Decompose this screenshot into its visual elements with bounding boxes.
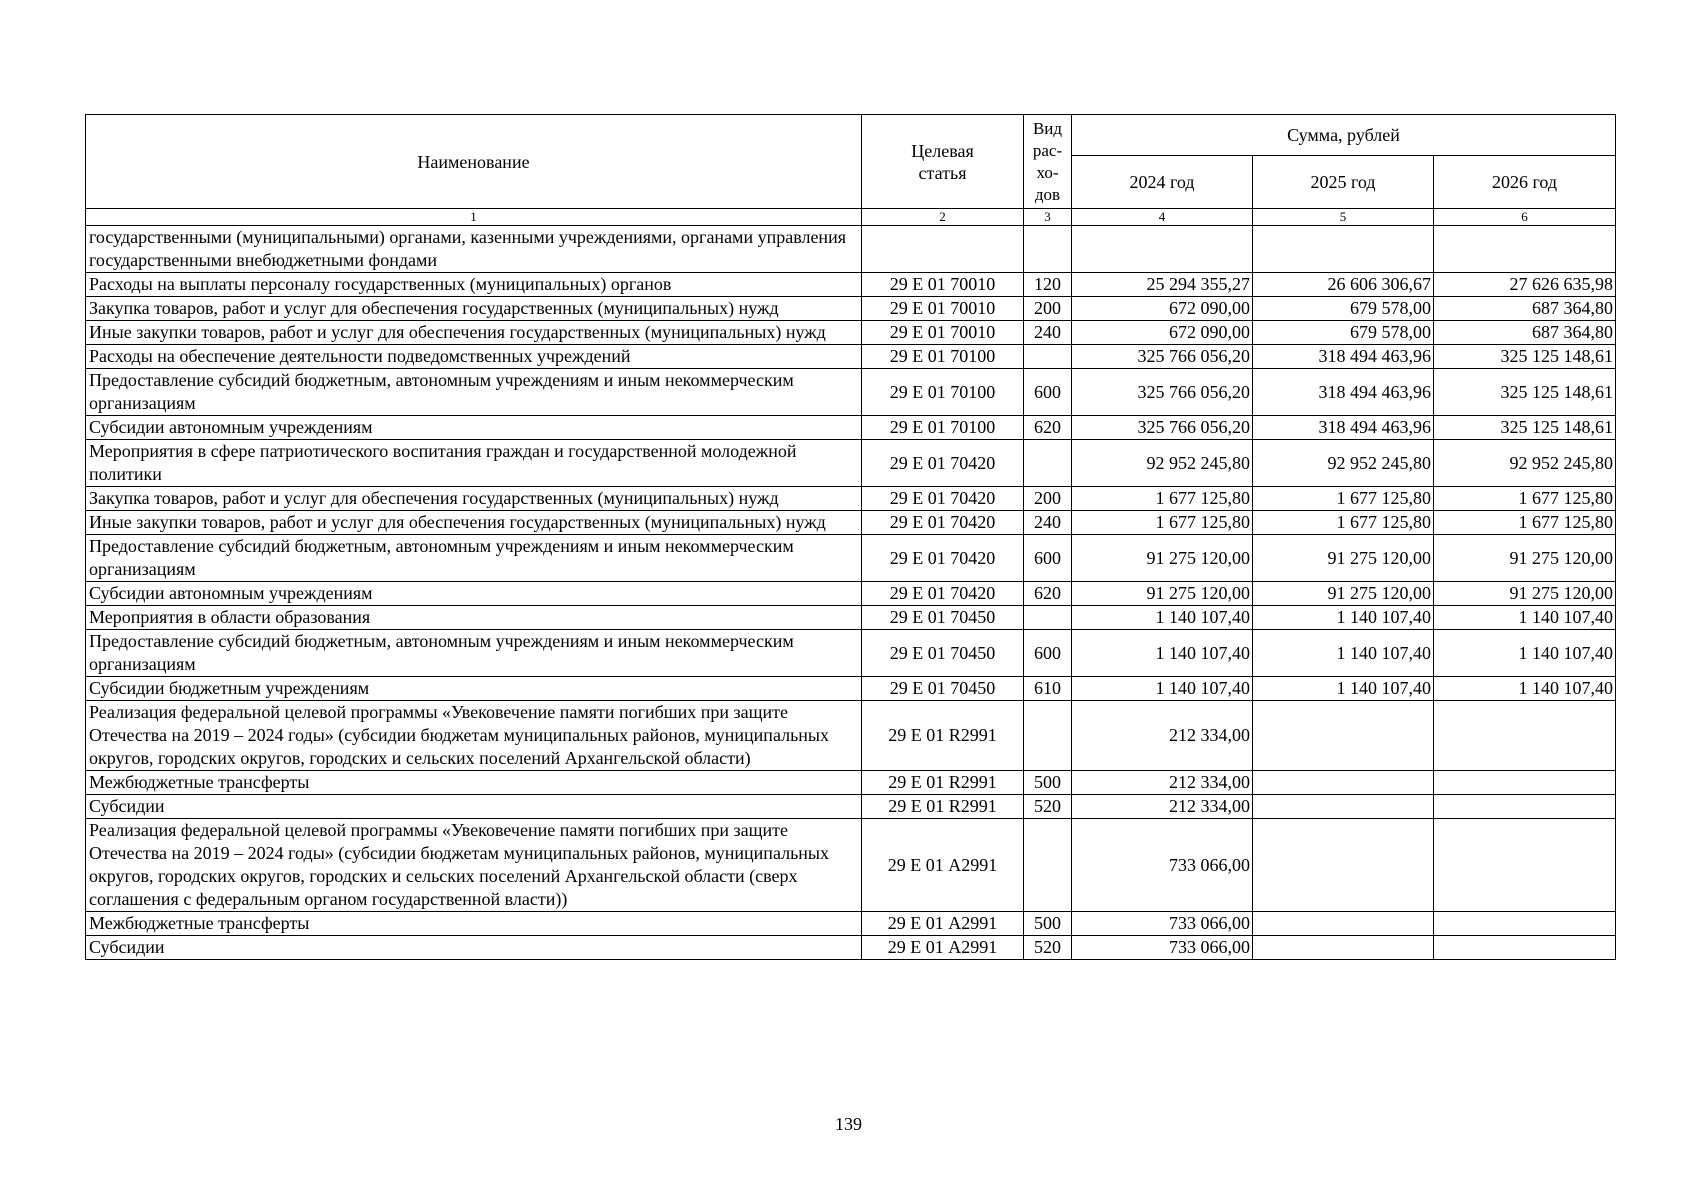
cell-name: Субсидии автономным учреждениям	[86, 416, 862, 440]
cell-amount-2025	[1253, 701, 1434, 771]
cell-target-article: 29 Е 01 70420	[862, 535, 1024, 582]
cell-amount-2026	[1434, 936, 1616, 960]
cell-amount-2026: 1 140 107,40	[1434, 606, 1616, 630]
cell-expense-kind	[1024, 701, 1072, 771]
table-row	[86, 321, 1616, 345]
cell-expense-kind: 200	[1024, 487, 1072, 511]
table-row	[86, 345, 1616, 369]
cell-target-article: 29 Е 01 А2991	[862, 819, 1024, 912]
cell-target-article: 29 Е 01 70420	[862, 487, 1024, 511]
cell-target-article: 29 Е 01 R2991	[862, 795, 1024, 819]
cell-name: государственными (муниципальными) органами, казенными учреждениями, органами управления государственными внебюджетными фондами	[86, 226, 862, 273]
cell-amount-2024: 91 275 120,00	[1072, 582, 1253, 606]
cell-expense-kind	[1024, 606, 1072, 630]
cell-name: Субсидии бюджетным учреждениям	[86, 677, 862, 701]
cell-target-article: 29 Е 01 70420	[862, 440, 1024, 487]
cell-amount-2026	[1434, 912, 1616, 936]
cell-amount-2025	[1253, 795, 1434, 819]
column-number: 3	[1024, 209, 1072, 226]
cell-expense-kind	[1024, 819, 1072, 912]
cell-name: Предоставление субсидий бюджетным, автономным учреждениям и иным некоммерческим организациям	[86, 535, 862, 582]
cell-amount-2024: 212 334,00	[1072, 771, 1253, 795]
header-target-article	[862, 115, 1024, 209]
cell-amount-2026: 325 125 148,61	[1434, 345, 1616, 369]
table-row	[86, 416, 1616, 440]
header-kind-line: дов	[1034, 184, 1061, 204]
header-expense-kind	[1024, 115, 1072, 209]
cell-target-article	[862, 226, 1024, 273]
cell-target-article: 29 Е 01 А2991	[862, 936, 1024, 960]
table-row	[86, 511, 1616, 535]
cell-amount-2024	[1072, 226, 1253, 273]
cell-target-article: 29 Е 01 70010	[862, 273, 1024, 297]
cell-amount-2026	[1434, 226, 1616, 273]
cell-name: Субсидии	[86, 795, 862, 819]
cell-expense-kind: 600	[1024, 369, 1072, 416]
cell-amount-2024: 25 294 355,27	[1072, 273, 1253, 297]
cell-target-article: 29 Е 01 R2991	[862, 771, 1024, 795]
cell-amount-2026: 92 952 245,80	[1434, 440, 1616, 487]
cell-amount-2025: 318 494 463,96	[1253, 345, 1434, 369]
cell-amount-2024: 325 766 056,20	[1072, 416, 1253, 440]
cell-name: Расходы на выплаты персоналу государственных (муниципальных) органов	[86, 273, 862, 297]
cell-amount-2024: 1 140 107,40	[1072, 606, 1253, 630]
cell-expense-kind	[1024, 226, 1072, 273]
cell-amount-2024: 733 066,00	[1072, 936, 1253, 960]
cell-amount-2026: 1 140 107,40	[1434, 677, 1616, 701]
table-row	[86, 795, 1616, 819]
cell-name: Межбюджетные трансферты	[86, 771, 862, 795]
cell-amount-2024: 1 140 107,40	[1072, 677, 1253, 701]
cell-expense-kind: 620	[1024, 582, 1072, 606]
cell-amount-2024: 672 090,00	[1072, 297, 1253, 321]
cell-expense-kind: 620	[1024, 416, 1072, 440]
table-row	[86, 535, 1616, 582]
cell-name: Предоставление субсидий бюджетным, автономным учреждениям и иным некоммерческим организациям	[86, 369, 862, 416]
cell-target-article: 29 Е 01 А2991	[862, 912, 1024, 936]
table-row	[86, 936, 1616, 960]
cell-amount-2025	[1253, 936, 1434, 960]
cell-expense-kind: 120	[1024, 273, 1072, 297]
cell-amount-2024: 1 677 125,80	[1072, 511, 1253, 535]
cell-expense-kind: 600	[1024, 630, 1072, 677]
budget-table	[85, 114, 1616, 960]
cell-target-article: 29 Е 01 70420	[862, 511, 1024, 535]
cell-amount-2024: 733 066,00	[1072, 819, 1253, 912]
table-row	[86, 487, 1616, 511]
cell-expense-kind: 240	[1024, 511, 1072, 535]
table-row	[86, 771, 1616, 795]
cell-amount-2025: 679 578,00	[1253, 321, 1434, 345]
table-row	[86, 912, 1616, 936]
column-number: 4	[1072, 209, 1253, 226]
cell-amount-2026: 687 364,80	[1434, 297, 1616, 321]
table-row	[86, 369, 1616, 416]
header-year-2025: 2025 год	[1253, 156, 1434, 209]
cell-amount-2026: 325 125 148,61	[1434, 416, 1616, 440]
cell-name: Мероприятия в области образования	[86, 606, 862, 630]
cell-expense-kind	[1024, 440, 1072, 487]
table-row	[86, 630, 1616, 677]
cell-target-article: 29 Е 01 70420	[862, 582, 1024, 606]
table-row	[86, 701, 1616, 771]
header-year-2024: 2024 год	[1072, 156, 1253, 209]
cell-amount-2025	[1253, 912, 1434, 936]
cell-amount-2025: 91 275 120,00	[1253, 535, 1434, 582]
cell-amount-2026: 91 275 120,00	[1434, 535, 1616, 582]
column-number: 6	[1434, 209, 1616, 226]
cell-amount-2025: 1 140 107,40	[1253, 677, 1434, 701]
cell-amount-2025	[1253, 226, 1434, 273]
cell-amount-2025	[1253, 771, 1434, 795]
cell-expense-kind: 520	[1024, 936, 1072, 960]
cell-target-article: 29 Е 01 70450	[862, 606, 1024, 630]
cell-target-article: 29 Е 01 70010	[862, 297, 1024, 321]
cell-name: Мероприятия в сфере патриотического воспитания граждан и государственной молодежной политики	[86, 440, 862, 487]
cell-name: Реализация федеральной целевой программы «Увековечение памяти погибших при защите Отечества на 2019 – 2024 годы» (субсидии бюджетам муниципальных районов, муниципальных округов, городских округов, городских и сельских поселений Архангельской области)	[86, 701, 862, 771]
header-sum: Сумма, рублей	[1072, 115, 1616, 156]
cell-target-article: 29 Е 01 70010	[862, 321, 1024, 345]
cell-amount-2025: 1 140 107,40	[1253, 606, 1434, 630]
cell-name: Иные закупки товаров, работ и услуг для обеспечения государственных (муниципальных) нужд	[86, 511, 862, 535]
table-row	[86, 677, 1616, 701]
header-kind-line: рас-	[1032, 140, 1063, 160]
cell-amount-2025	[1253, 819, 1434, 912]
cell-amount-2025: 318 494 463,96	[1253, 416, 1434, 440]
cell-amount-2026	[1434, 771, 1616, 795]
cell-amount-2026: 1 677 125,80	[1434, 511, 1616, 535]
cell-amount-2025: 1 677 125,80	[1253, 511, 1434, 535]
cell-amount-2024: 325 766 056,20	[1072, 369, 1253, 416]
budget-table-sheet	[85, 114, 1615, 960]
cell-amount-2024: 672 090,00	[1072, 321, 1253, 345]
column-number: 2	[862, 209, 1024, 226]
cell-amount-2026: 687 364,80	[1434, 321, 1616, 345]
cell-expense-kind: 600	[1024, 535, 1072, 582]
table-body	[86, 226, 1616, 960]
cell-amount-2024: 92 952 245,80	[1072, 440, 1253, 487]
cell-amount-2025: 92 952 245,80	[1253, 440, 1434, 487]
cell-name: Иные закупки товаров, работ и услуг для обеспечения государственных (муниципальных) нужд	[86, 321, 862, 345]
cell-amount-2024: 733 066,00	[1072, 912, 1253, 936]
cell-name: Субсидии автономным учреждениям	[86, 582, 862, 606]
table-row	[86, 440, 1616, 487]
cell-expense-kind: 500	[1024, 771, 1072, 795]
cell-expense-kind: 240	[1024, 321, 1072, 345]
header-name: Наименование	[86, 115, 862, 209]
page-number: 139	[835, 1114, 862, 1134]
cell-amount-2024: 1 677 125,80	[1072, 487, 1253, 511]
cell-amount-2026	[1434, 701, 1616, 771]
table-row	[86, 226, 1616, 273]
cell-amount-2024: 212 334,00	[1072, 701, 1253, 771]
cell-name: Предоставление субсидий бюджетным, автономным учреждениям и иным некоммерческим организациям	[86, 630, 862, 677]
table-row	[86, 606, 1616, 630]
cell-amount-2024: 325 766 056,20	[1072, 345, 1253, 369]
cell-amount-2026	[1434, 819, 1616, 912]
table-row	[86, 582, 1616, 606]
header-target-text: Целевая статья	[911, 140, 974, 183]
cell-target-article: 29 Е 01 70100	[862, 416, 1024, 440]
cell-target-article: 29 Е 01 R2991	[862, 701, 1024, 771]
cell-target-article: 29 Е 01 70100	[862, 345, 1024, 369]
cell-name: Реализация федеральной целевой программы «Увековечение памяти погибших при защите Отечества на 2019 – 2024 годы» (субсидии бюджетам муниципальных районов, муниципальных округов, городских округов, городских и сельских поселений Архангельской области (сверх соглашения с федеральным органом государственной власти))	[86, 819, 862, 912]
cell-target-article: 29 Е 01 70450	[862, 630, 1024, 677]
cell-amount-2026	[1434, 795, 1616, 819]
table-row	[86, 819, 1616, 912]
cell-amount-2024: 212 334,00	[1072, 795, 1253, 819]
cell-expense-kind: 520	[1024, 795, 1072, 819]
cell-target-article: 29 Е 01 70100	[862, 369, 1024, 416]
cell-name: Закупка товаров, работ и услуг для обеспечения государственных (муниципальных) нужд	[86, 487, 862, 511]
cell-expense-kind: 200	[1024, 297, 1072, 321]
cell-target-article: 29 Е 01 70450	[862, 677, 1024, 701]
cell-name: Межбюджетные трансферты	[86, 912, 862, 936]
cell-expense-kind	[1024, 345, 1072, 369]
cell-amount-2024: 91 275 120,00	[1072, 535, 1253, 582]
cell-name: Закупка товаров, работ и услуг для обеспечения государственных (муниципальных) нужд	[86, 297, 862, 321]
cell-amount-2025: 91 275 120,00	[1253, 582, 1434, 606]
cell-amount-2025: 1 677 125,80	[1253, 487, 1434, 511]
header-kind-line: Вид	[1032, 118, 1063, 138]
cell-amount-2025: 1 140 107,40	[1253, 630, 1434, 677]
column-number: 5	[1253, 209, 1434, 226]
cell-amount-2025: 318 494 463,96	[1253, 369, 1434, 416]
cell-name: Субсидии	[86, 936, 862, 960]
cell-amount-2026: 325 125 148,61	[1434, 369, 1616, 416]
table-row	[86, 273, 1616, 297]
cell-expense-kind: 610	[1024, 677, 1072, 701]
header-year-2026: 2026 год	[1434, 156, 1616, 209]
header-kind-line: хо-	[1036, 162, 1059, 182]
cell-amount-2026: 91 275 120,00	[1434, 582, 1616, 606]
cell-amount-2026: 1 140 107,40	[1434, 630, 1616, 677]
table-row	[86, 297, 1616, 321]
cell-amount-2025: 679 578,00	[1253, 297, 1434, 321]
cell-amount-2024: 1 140 107,40	[1072, 630, 1253, 677]
cell-expense-kind: 500	[1024, 912, 1072, 936]
column-number: 1	[86, 209, 862, 226]
cell-amount-2025: 26 606 306,67	[1253, 273, 1434, 297]
cell-amount-2026: 1 677 125,80	[1434, 487, 1616, 511]
cell-name: Расходы на обеспечение деятельности подведомственных учреждений	[86, 345, 862, 369]
cell-amount-2026: 27 626 635,98	[1434, 273, 1616, 297]
